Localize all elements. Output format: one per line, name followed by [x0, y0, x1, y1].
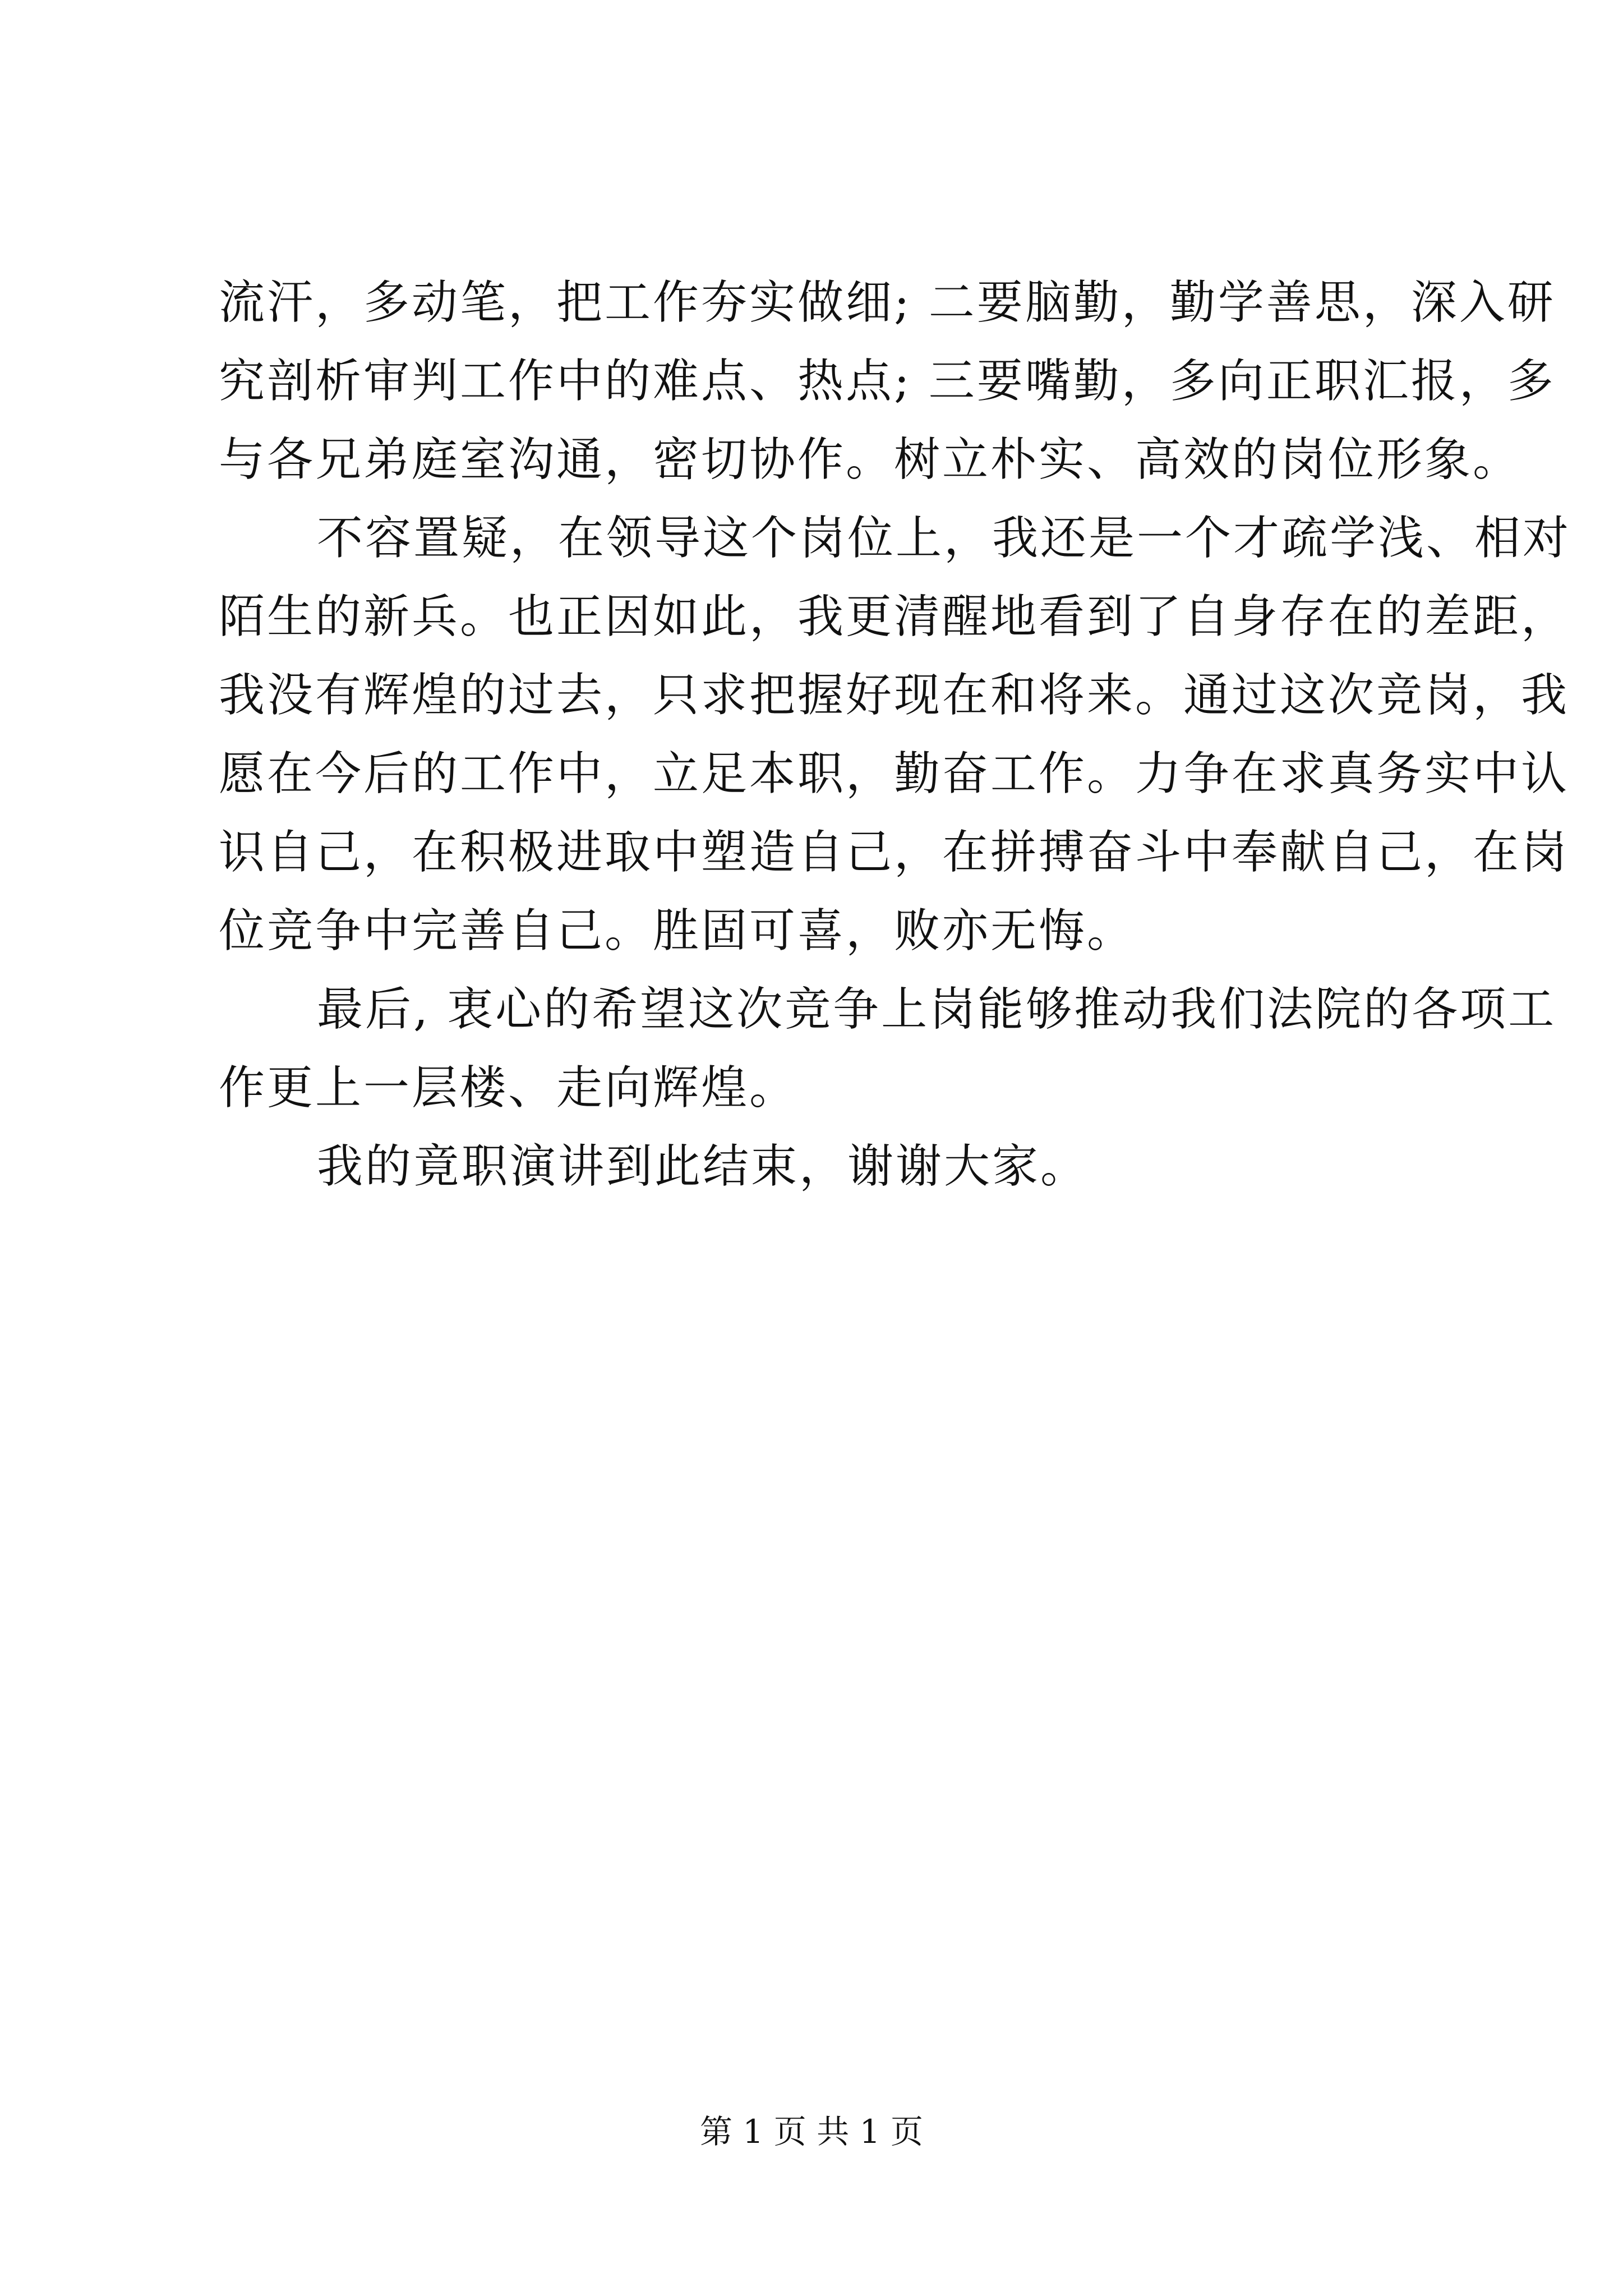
paragraph-start-line: 最后, 衷心的希望这次竞争上岗能够推动我们法院的各项工 — [317, 983, 1557, 1036]
text-line: 位竞争中完善自己。胜固可喜，败亦无悔。 — [219, 904, 1136, 958]
paragraph-start-line: 不容置疑，在领导这个岗位上，我还是一个才疏学浅、相对 — [317, 512, 1571, 565]
paragraph-start-line: 我的竟职演讲到此结束，谢谢大家。 — [317, 1140, 1089, 1193]
text-line: 识自己，在积极进取中塑造自己，在拼搏奋斗中奉献自己，在岗 — [219, 826, 1570, 879]
text-line: 究剖析审判工作中的难点、热点; 三要嘴勤，多向正职汇报，多 — [219, 355, 1556, 408]
text-line: 陌生的新兵。也正因如此，我更清醒地看到了自身存在的差距， — [219, 590, 1570, 643]
text-line: 流汗，多动笔，把工作夯实做细; 二要脑勤，勤学善思，深入研 — [219, 276, 1556, 329]
text-line: 愿在今后的工作中，立足本职，勤奋工作。力争在求真务实中认 — [219, 747, 1570, 800]
text-line: 我没有辉煌的过去，只求把握好现在和将来。通过这次竞岗，我 — [219, 669, 1570, 722]
text-line: 与各兄弟庭室沟通，密切协作。树立朴实、高效的岗位形象。 — [219, 433, 1521, 486]
page-number-footer: 第 1 页 共 1 页 — [700, 2113, 923, 2151]
text-line: 作更上一层楼、走向辉煌。 — [219, 1061, 798, 1115]
document-body — [219, 264, 1571, 1206]
